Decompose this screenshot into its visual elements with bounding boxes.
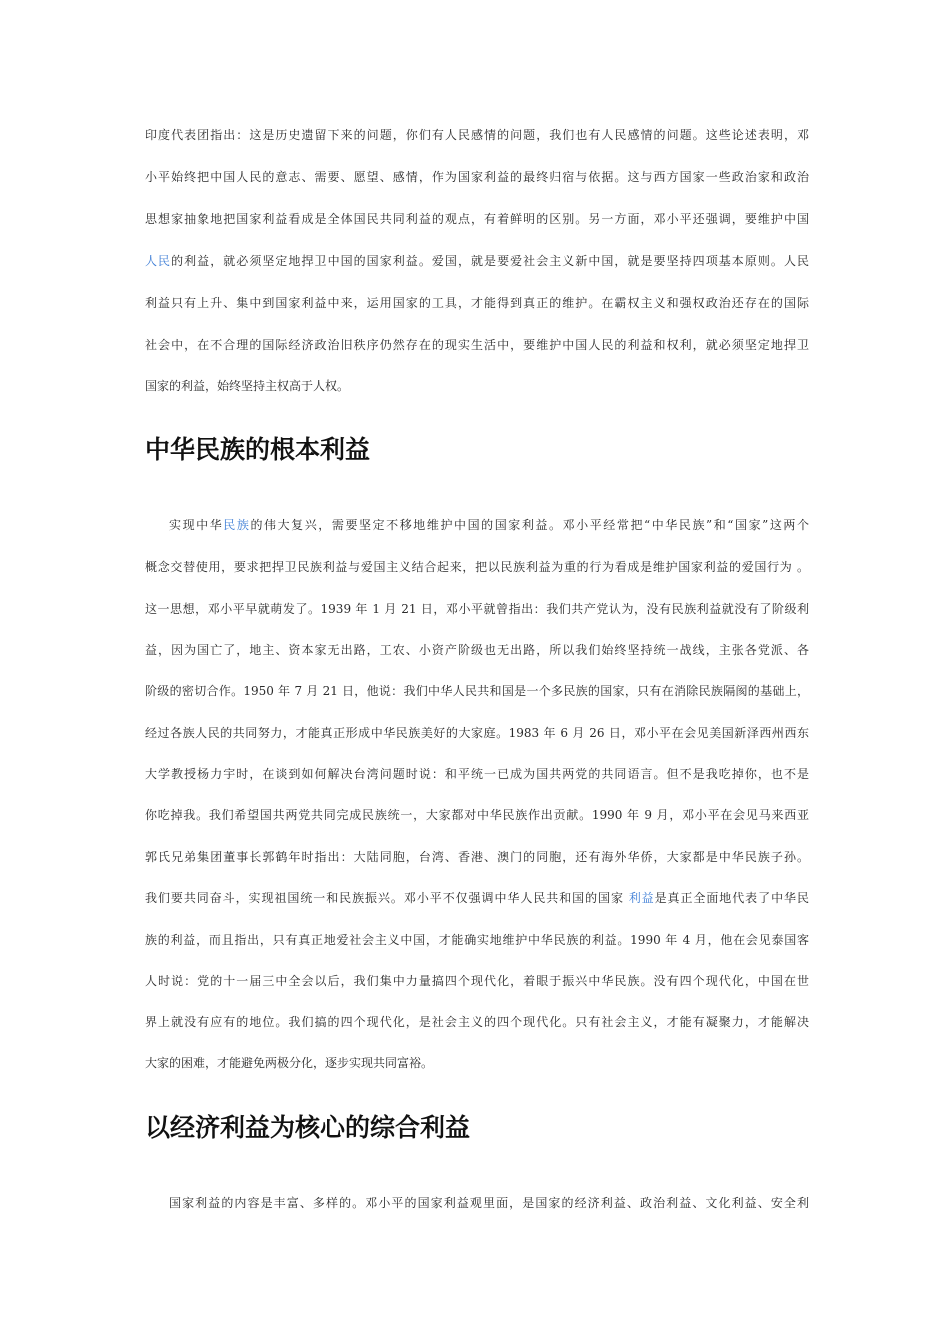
paragraph-line: 经过各族人民的共同努力，才能真正形成中华民族美好的大家庭。1983 年 6 月 26 日，邓小平在会见美国新泽西州西东 <box>145 726 809 740</box>
paragraph-text: 是真正全面地代表了中华民 <box>654 891 809 905</box>
paragraph-line <box>145 253 809 269</box>
link-minzu[interactable]: 民族 <box>223 518 251 532</box>
paragraph-line: 印度代表团指出：这是历史遗留下来的问题，你们有人民感情的问题，我们也有人民感情的问题。这些论述表明，邓 <box>145 128 809 142</box>
link-liyi[interactable]: 利益 <box>628 891 655 905</box>
paragraph-line <box>169 517 809 533</box>
paragraph-line: 族的利益，而且指出，只有真正地爱社会主义中国，才能确实地维护中华民族的利益。1990 年 4 月，他在会见泰国客 <box>145 933 809 947</box>
paragraph-text: 我们要共同奋斗，实现祖国统一和民族振兴。邓小平不仅强调中华人民共和国的国家 <box>145 891 629 905</box>
paragraph-line: 郭氏兄弟集团董事长郭鹤年时指出：大陆同胞，台湾、香港、澳门的同胞，还有海外华侨，大家都是中华民族子孙。 <box>145 850 809 864</box>
paragraph-line: 社会中，在不合理的国际经济政治旧秩序仍然存在的现实生活中，要维护中国人民的利益和权利，就必须坚定地捍卫 <box>145 338 809 352</box>
paragraph-line: 益，因为国亡了，地主、资本家无出路，工农、小资产阶级也无出路，所以我们始终坚持统一战线，主张各党派、各 <box>145 643 809 657</box>
paragraph-line: 这一思想，邓小平早就萌发了。1939 年 1 月 21 日，邓小平就曾指出：我们共产党认为，没有民族利益就没有了阶级利 <box>145 602 809 616</box>
paragraph-line: 思想家抽象地把国家利益看成是全体国民共同利益的观点，有着鲜明的区别。另一方面，邓小平还强调，要维护中国 <box>145 212 809 226</box>
paragraph-line: 小平始终把中国人民的意志、需要、愿望、感情，作为国家利益的最终归宿与依据。这与西方国家一些政治家和政治 <box>145 170 809 184</box>
paragraph-line: 你吃掉我。我们希望国共两党共同完成民族统一，大家都对中华民族作出贡献。1990 年 9 月，邓小平在会见马来西亚 <box>145 808 809 822</box>
section-heading: 中华民族的根本利益 <box>145 435 371 464</box>
paragraph-line: 界上就没有应有的地位。我们搞的四个现代化，是社会主义的四个现代化。只有社会主义，才能有凝聚力，才能解决 <box>145 1015 809 1029</box>
paragraph-line: 阶级的密切合作。1950 年 7 月 21 日，他说：我们中华人民共和国是一个多民族的国家，只有在消除民族隔阂的基础上， <box>145 684 809 698</box>
paragraph-line: 大学教授杨力宇时，在谈到如何解决台湾问题时说：和平统一已成为国共两党的共同语言。但不是我吃掉你，也不是 <box>145 767 809 781</box>
paragraph-line <box>145 890 809 906</box>
paragraph-text: 的伟大复兴，需要坚定不移地维护中国的国家利益。邓小平经常把“中华民族”和“国家”这两个 <box>250 518 809 532</box>
paragraph-text: 实现中华 <box>169 518 224 532</box>
paragraph-line: 人时说：党的十一届三中全会以后，我们集中力量搞四个现代化，着眼于振兴中华民族。没有四个现代化，中国在世 <box>145 974 809 988</box>
paragraph-line: 国家利益的内容是丰富、多样的。邓小平的国家利益观里面，是国家的经济利益、政治利益、文化利益、安全利 <box>169 1196 809 1210</box>
section-heading: 以经济利益为核心的综合利益 <box>145 1113 471 1142</box>
paragraph-text: 的利益，就必须坚定地捍卫中国的国家利益。爱国，就是要爱社会主义新中国，就是要坚持四项基本原则。人民 <box>171 254 809 268</box>
paragraph-line: 国家的利益，始终坚持主权高于人权。 <box>145 379 350 393</box>
paragraph-line: 大家的困难，才能避免两极分化，逐步实现共同富裕。 <box>145 1056 434 1070</box>
paragraph-line: 概念交替使用，要求把捍卫民族利益与爱国主义结合起来，把以民族利益为重的行为看成是维护国家利益的爱国行为 。 <box>145 560 809 574</box>
paragraph-line: 利益只有上升、集中到国家利益中来，运用国家的工具，才能得到真正的维护。在霸权主义和强权政治还存在的国际 <box>145 296 809 310</box>
link-renmin[interactable]: 人民 <box>145 254 172 268</box>
